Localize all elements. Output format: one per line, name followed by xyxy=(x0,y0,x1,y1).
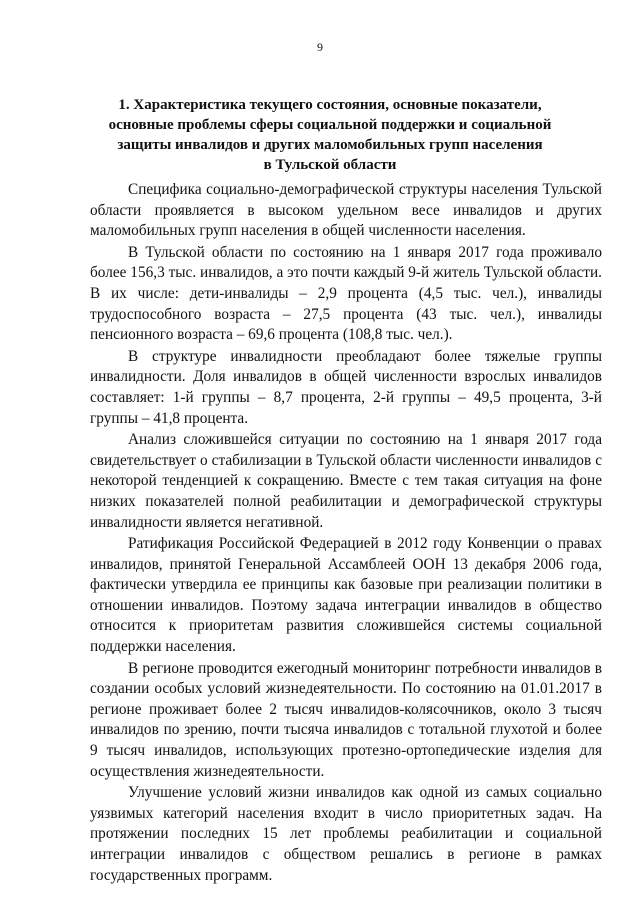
body-text xyxy=(90,180,602,887)
section-heading xyxy=(105,95,555,175)
page-number: 9 xyxy=(317,40,323,54)
paragraph: В Тульской области по состоянию на 1 января 2017 года проживало более 156,3 тыс. инвалидов, а это почти каждый 9-й житель Тульской области. В их числе: дети-инвалиды – 2,9 процента (4,5 тыс. чел.), инвалиды трудоспособного возраста – 27,5 процента (43 тыс. чел.), инвалиды пенсионного возраста – 69,6 процента (108,8 тыс. чел.). xyxy=(90,243,602,344)
paragraph: Ратификация Российской Федерацией в 2012 году Конвенции о правах инвалидов, принятой Генеральной Ассамблеей ООН 13 декабря 2006 года, фактически утвердила ее принципы как базовые при реализации политики в отношении инвалидов. Поэтому задача интеграции инвалидов в общество относится к приоритетам развития сложившейся системы социальной поддержки населения. xyxy=(90,535,602,656)
paragraph: Анализ сложившейся ситуации по состоянию на 1 января 2017 года свидетельствует о стабилизации в Тульской области численности инвалидов с некоторой тенденцией к сокращению. Вместе с тем такая ситуация на фоне низких показателей полной реабилитации и демографической структуры инвалидности является негативной. xyxy=(90,431,602,531)
paragraph: Улучшение условий жизни инвалидов как одной из самых социально уязвимых категорий населения входит в число приоритетных задач. На протяжении последних 15 лет проблемы реабилитации и социальной интеграции инвалидов с обществом решались в регионе в рамках государственных программ. xyxy=(90,784,602,884)
heading-line: 1. Характеристика текущего состояния, основные показатели, xyxy=(118,97,542,113)
paragraph: В регионе проводится ежегодный мониторинг потребности инвалидов в создании особых условий жизнедеятельности. По состоянию на 01.01.2017 в регионе проживает более 2 тысяч инвалидов-колясочников, около 3 тысяч инвалидов по зрению, почти тысяча инвалидов с тотальной глухотой и более 9 тысяч инвалидов, использующих протезно-ортопедические изделия для осуществления жизнедеятельности. xyxy=(90,659,602,780)
paragraph: Специфика социально-демографической структуры населения Тульской области проявляется в высоком удельном весе инвалидов и других маломобильных групп населения в общей численности населения. xyxy=(90,181,602,240)
heading-line: защиты инвалидов и других маломобильных групп населения xyxy=(117,137,543,153)
heading-line: в Тульской области xyxy=(263,157,397,173)
paragraph: В структуре инвалидности преобладают более тяжелые группы инвалидности. Доля инвалидов в общей численности взрослых инвалидов составляет: 1-й группы – 8,7 процента, 2-й группы – 49,5 процента, 3-й группы – 41,8 процента. xyxy=(90,347,602,427)
heading-line: основные проблемы сферы социальной поддержки и социальной xyxy=(108,117,552,133)
